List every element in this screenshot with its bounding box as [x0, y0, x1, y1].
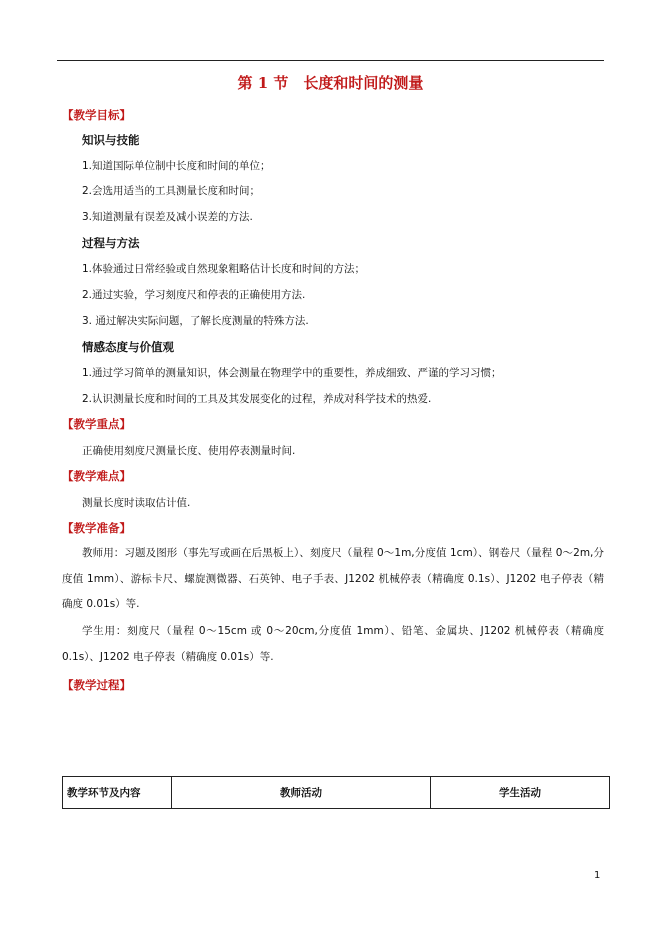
knowledge-item-1: 1.知道国际单位制中长度和时间的单位； [82, 160, 271, 172]
emotion-item-2: 2.认识测量长度和时间的工具及其发展变化的过程，养成对科学技术的热爱. [82, 393, 432, 405]
header-cell-stage: 教学环节及内容 [63, 777, 172, 809]
emotion-values-heading: 情感态度与价值观 [82, 340, 174, 354]
process-item-1: 1.体验通过日常经验或自然现象粗略估计长度和时间的方法； [82, 263, 366, 275]
section-process-heading: 【教学过程】 [62, 678, 131, 692]
teacher-prep-paragraph: 教师用：习题及图形（事先写或画在后黑板上）、刻度尺（量程 0～1m,分度值 1cm）、钢卷尺（量程 0～2m,分度值 1mm）、游标卡尺、螺旋测微器、石英钟、电子手表、J1202 机械停表（精确度 0.1s）、J1202 电子停表（精确度 0.01s）等. [62, 547, 604, 610]
difficulty-text: 测量长度时读取估计值. [82, 497, 191, 509]
knowledge-item-3: 3.知道测量有误差及减小误差的方法. [82, 211, 253, 223]
page-number: 1 [594, 870, 601, 881]
process-methods-heading: 过程与方法 [82, 236, 140, 250]
page-title: 第 1 节 长度和时间的测量 [237, 74, 424, 92]
knowledge-skills-heading: 知识与技能 [82, 133, 140, 147]
teaching-process-table [62, 776, 610, 809]
key-point-text: 正确使用刻度尺测量长度、使用停表测量时间. [82, 445, 296, 457]
section-key-points-heading: 【教学重点】 [62, 417, 131, 431]
process-item-3: 3. 通过解决实际问题，了解长度测量的特殊方法. [82, 315, 309, 327]
emotion-item-1: 1.通过学习简单的测量知识，体会测量在物理学中的重要性，养成细致、严谨的学习习惯； [82, 367, 502, 379]
section-preparation-heading: 【教学准备】 [62, 521, 131, 535]
header-rule [57, 60, 604, 61]
table-header-row [63, 777, 610, 809]
header-cell-student: 学生活动 [431, 777, 610, 809]
header-cell-teacher: 教师活动 [172, 777, 431, 809]
knowledge-item-2: 2.会选用适当的工具测量长度和时间； [82, 185, 261, 197]
process-item-2: 2.通过实验，学习刻度尺和停表的正确使用方法. [82, 289, 306, 301]
section-difficulties-heading: 【教学难点】 [62, 469, 131, 483]
student-prep-paragraph: 学生用：刻度尺（量程 0～15cm 或 0～20cm,分度值 1mm）、铅笔、金属块、J1202 机械停表（精确度 0.1s）、J1202 电子停表（精确度 0.01s）等. [62, 625, 604, 663]
section-objectives-heading: 【教学目标】 [62, 108, 131, 122]
